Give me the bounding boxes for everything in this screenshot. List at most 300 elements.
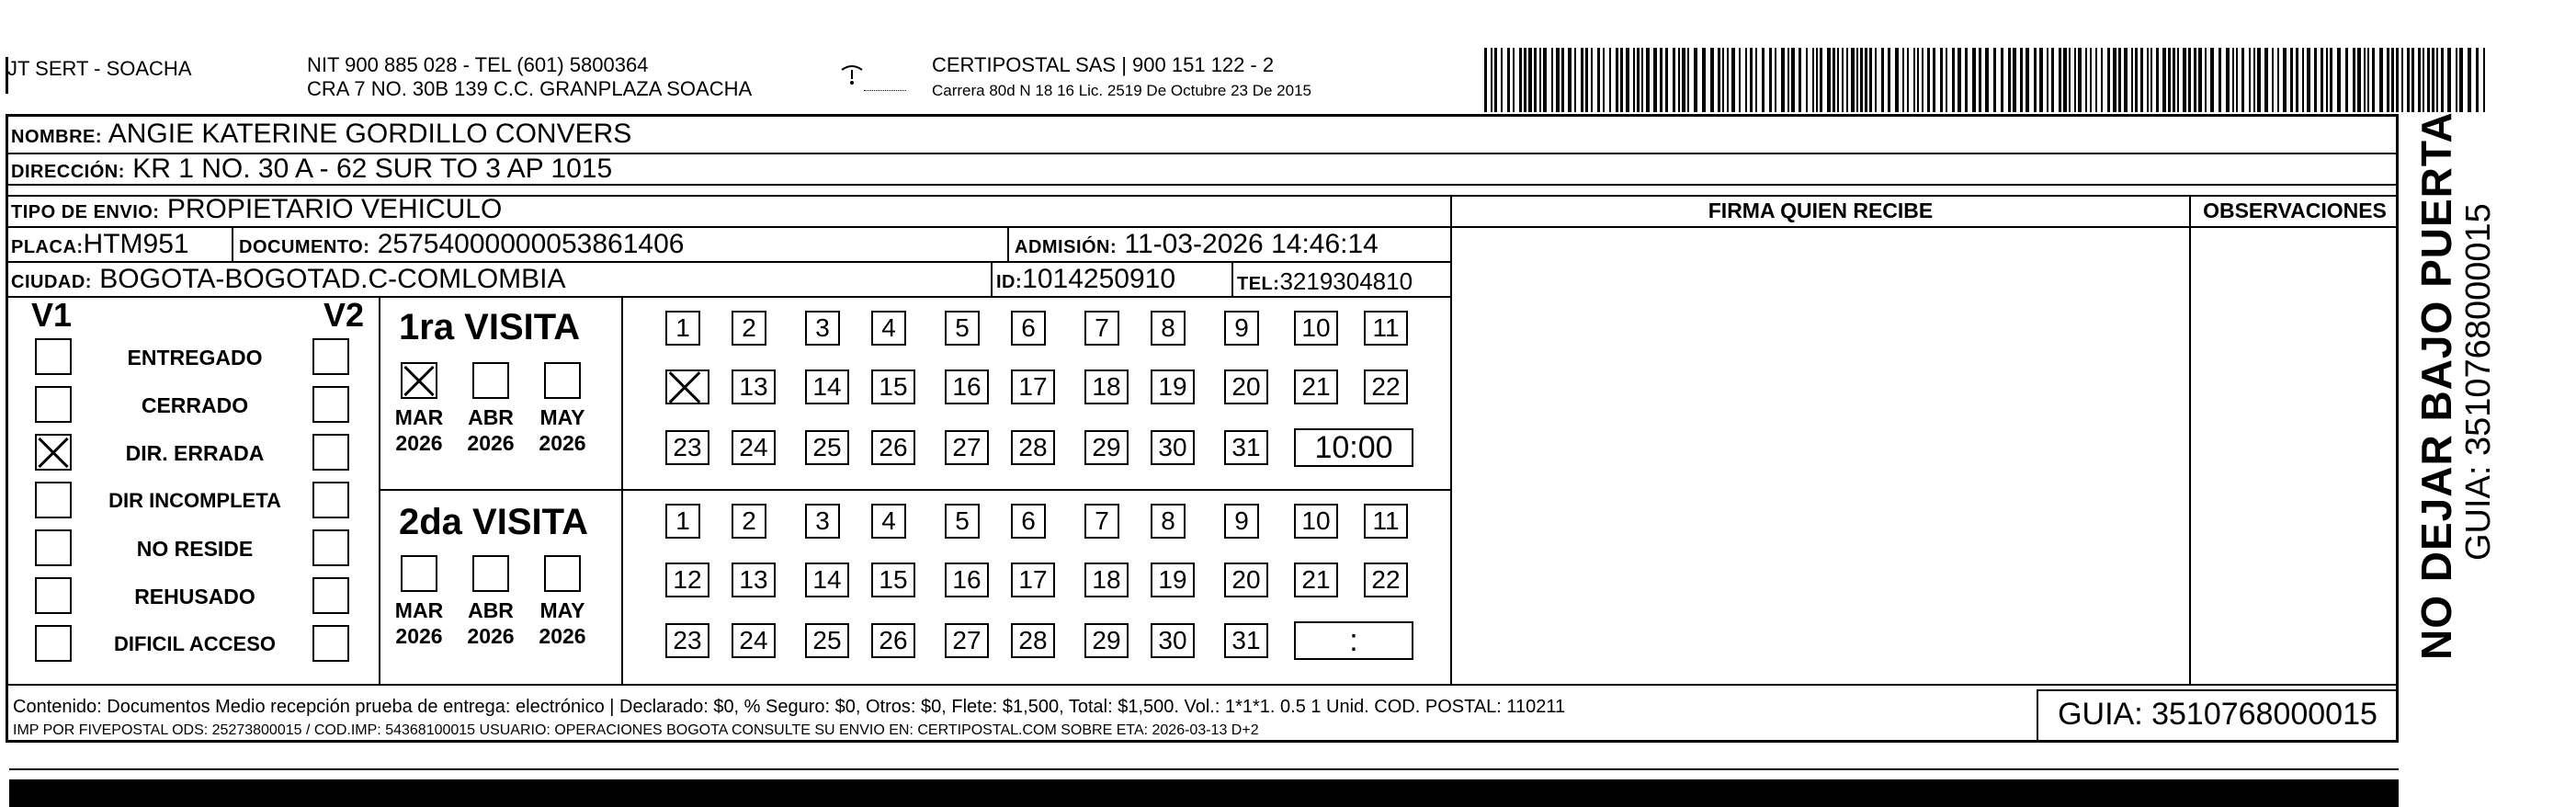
barcode-bar: [2411, 48, 2414, 112]
barcode-bar: [2078, 48, 2082, 112]
barcode-bar: [1585, 48, 1588, 112]
barcode-bar: [1922, 48, 1923, 112]
barcode-bar: [2296, 48, 2298, 112]
v1-checkbox[interactable]: [35, 529, 72, 566]
first-visit-month-checkbox[interactable]: [401, 362, 437, 399]
first-visit-day-26[interactable]: 26: [871, 430, 915, 465]
second-visit-day-26[interactable]: 26: [871, 623, 915, 658]
status-label: DIR INCOMPLETA: [108, 489, 281, 512]
signature-area[interactable]: [1452, 228, 2189, 684]
footer-content: Contenido: Documentos Medio recepción prueba de entrega: electrónico | Declarado: $0, % Seguro: $0, Otros: $0, Flete: $1,500, Total: $1,500. Vol.: 1*1*1. 0.5 1 Unid. COD. POSTAL: 110211: [13, 697, 1566, 717]
first-visit-day-10[interactable]: 10: [1294, 311, 1338, 346]
first-visit-day-22[interactable]: 22: [1364, 369, 1408, 404]
v1-checkbox[interactable]: [35, 482, 72, 518]
barcode-bar: [1660, 48, 1662, 112]
barcode-bar: [1888, 48, 1890, 112]
barcode-bar: [1791, 48, 1795, 112]
barcode-bar: [2367, 48, 2369, 112]
barcode-bar: [2357, 48, 2361, 112]
id-label: ID:: [996, 272, 1023, 292]
barcode-bar: [2210, 48, 2214, 112]
barcode-bar: [1895, 48, 1899, 112]
barcode-bar: [1940, 48, 1943, 112]
second-visit-month-year: 2026: [395, 624, 443, 648]
second-visit-day-5[interactable]: 5: [945, 504, 980, 539]
barcode-bar: [2219, 48, 2221, 112]
admision-value: 11-03-2026 14:46:14: [1124, 229, 1379, 259]
barcode-bar: [1616, 48, 1618, 112]
barcode-bar: [1710, 48, 1714, 112]
barcode-bar: [2476, 48, 2479, 112]
barcode-bar: [2118, 48, 2121, 112]
barcode-bar: [2020, 48, 2023, 112]
second-visit-day-1[interactable]: 1: [665, 504, 700, 539]
barcode-bar: [2302, 48, 2304, 112]
barcode-bar: [1820, 48, 1822, 112]
barcode-bar: [1519, 48, 1522, 112]
barcode-bar: [2283, 48, 2287, 112]
barcode-bar: [1641, 48, 1643, 112]
barcode-bar: [1507, 48, 1510, 112]
barcode-bar: [1739, 48, 1741, 112]
second-visit-day-27[interactable]: 27: [945, 623, 989, 658]
barcode-bar: [2188, 48, 2191, 112]
nombre-label: NOMBRE:: [11, 127, 103, 147]
placa-label: PLACA:: [11, 237, 84, 257]
barcode-bar: [2345, 48, 2348, 112]
barcode-bar: [1665, 48, 1668, 112]
barcode-bar: [1917, 48, 1919, 112]
barcode-bar: [1972, 48, 1976, 112]
second-visit-day-16[interactable]: 16: [945, 563, 989, 597]
v2-checkbox[interactable]: [312, 529, 349, 566]
footer-print-info: IMP POR FIVEPOSTAL ODS: 25273800015 / COD.IMP: 54368100015 USUARIO: OPERACIONES BOGOTA CONSULTE SU ENVIO EN: CERTIPOSTAL.COM SOBRE ETA: 2026-03-13 D+2: [13, 722, 1259, 738]
barcode-bar: [1933, 48, 1935, 112]
first-visit-day-25[interactable]: 25: [805, 430, 849, 465]
barcode-bar: [1856, 48, 1858, 112]
barcode-bar: [1687, 48, 1689, 112]
second-visit-month-caption: [393, 597, 445, 649]
barcode-bar: [1787, 48, 1789, 112]
barcode-bar: [1551, 48, 1553, 112]
first-visit-month-label: MAY: [539, 405, 585, 429]
barcode-bar: [2264, 48, 2268, 112]
barcode-bar: [1633, 48, 1635, 112]
first-visit-month-caption: [537, 404, 588, 456]
nit-line: NIT 900 885 028 - TEL (601) 5800364: [307, 53, 649, 76]
first-visit-day-14[interactable]: 14: [805, 369, 849, 404]
barcode-bar: [2290, 48, 2293, 112]
second-visit-day-23[interactable]: 23: [665, 623, 709, 658]
barcode-bar: [2198, 48, 2202, 112]
barcode-bar: [2337, 48, 2341, 112]
barcode-bar: [2183, 48, 2186, 112]
second-visit-month-checkbox[interactable]: [401, 555, 437, 592]
second-visit-month-year: 2026: [467, 624, 515, 648]
barcode-bar: [1591, 48, 1593, 112]
barcode-bar: [2321, 48, 2323, 112]
barcode-bar: [2314, 48, 2317, 112]
first-visit-month-caption: [393, 404, 445, 456]
second-visit-month-caption: [465, 597, 516, 649]
first-visit-day-19[interactable]: 19: [1151, 369, 1195, 404]
v2-checkbox[interactable]: [312, 386, 349, 423]
second-visit-day-29[interactable]: 29: [1084, 623, 1129, 658]
first-visit-day-20[interactable]: 20: [1224, 369, 1268, 404]
barcode-bar: [1574, 48, 1576, 112]
barcode-bar: [2391, 48, 2394, 112]
barcode-bar: [2396, 48, 2399, 112]
first-visit-day-6[interactable]: 6: [1011, 311, 1046, 346]
second-visit-month-label: MAR: [394, 598, 444, 622]
barcode-bar: [2387, 48, 2389, 112]
second-visit-day-28[interactable]: 28: [1011, 623, 1055, 658]
first-visit-month-year: 2026: [395, 431, 443, 455]
first-visit-day-18[interactable]: 18: [1084, 369, 1129, 404]
barcode-bar: [2150, 48, 2152, 112]
second-visit-day-14[interactable]: 14: [805, 563, 849, 597]
v2-checkbox[interactable]: [312, 482, 349, 518]
first-visit-day-30[interactable]: 30: [1151, 430, 1195, 465]
first-visit-day-1[interactable]: 1: [665, 311, 700, 346]
direccion-label: DIRECCIÓN:: [11, 162, 125, 182]
barcode-bar: [2173, 48, 2175, 112]
second-visit-day-4[interactable]: 4: [871, 504, 906, 539]
placa-value: HTM951: [83, 229, 189, 259]
company-line: CERTIPOSTAL SAS | 900 151 122 - 2: [932, 53, 1275, 76]
v1-checkbox[interactable]: [35, 338, 72, 375]
address-line: CRA 7 NO. 30B 139 C.C. GRANPLAZA SOACHA: [307, 77, 753, 100]
barcode-bar: [1491, 48, 1492, 112]
barcode-bar: [2372, 48, 2375, 112]
first-visit-day-11[interactable]: 11: [1364, 311, 1408, 346]
barcode-bar: [2364, 48, 2366, 112]
first-visit-month-checkbox[interactable]: [472, 362, 509, 399]
firma-header: FIRMA QUIEN RECIBE: [1708, 199, 1934, 222]
barcode-bar: [1609, 48, 1611, 112]
barcode-bar: [1952, 48, 1955, 112]
first-visit-month-caption: [465, 404, 516, 456]
direccion-value: KR 1 NO. 30 A - 62 SUR TO 3 AP 1015: [132, 153, 613, 184]
barcode-bar: [1501, 48, 1503, 112]
barcode-bar: [1769, 48, 1772, 112]
barcode-bar: [1902, 48, 1904, 112]
v1-checkbox[interactable]: [35, 625, 72, 662]
barcode-bar: [2168, 48, 2171, 112]
barcode-bar: [2001, 48, 2003, 112]
barcode-bar: [2063, 48, 2067, 112]
second-visit-month-caption: [537, 597, 588, 649]
barcode-bar: [1484, 48, 1487, 112]
barcode-bar: [1827, 48, 1831, 112]
barcode-bar: [2085, 48, 2087, 112]
first-visit-day-13[interactable]: 13: [732, 369, 776, 404]
first-visit-day-31[interactable]: 31: [1224, 430, 1268, 465]
barcode-bar: [2131, 48, 2133, 112]
barcode-bar: [2447, 48, 2451, 112]
admision-label: ADMISIÓN:: [1015, 237, 1118, 257]
side-guia: GUIA: 3510768000015: [2459, 203, 2498, 561]
status-label: NO RESIDE: [136, 537, 254, 561]
second-visit-day-12[interactable]: 12: [665, 563, 709, 597]
barcode-bar: [2059, 48, 2061, 112]
barcode-bar: [1620, 48, 1623, 112]
first-visit-day-12[interactable]: [665, 369, 709, 404]
barcode-bar: [2401, 48, 2403, 112]
second-visit-day-17[interactable]: 17: [1011, 563, 1055, 597]
barcode-bar: [1556, 48, 1560, 112]
barcode-bar: [1597, 48, 1600, 112]
second-visit-day-9[interactable]: 9: [1224, 504, 1259, 539]
barcode-bar: [1702, 48, 1706, 112]
second-visit-day-11[interactable]: 11: [1364, 504, 1408, 539]
observaciones-header: OBSERVACIONES: [2203, 199, 2387, 222]
v2-label: V2: [323, 296, 365, 334]
barcode-bar: [2095, 48, 2097, 112]
barcode-bar: [2124, 48, 2128, 112]
barcode-bar: [1927, 48, 1930, 112]
barcode-bar: [2379, 48, 2383, 112]
barcode-bar: [1646, 48, 1650, 112]
barcode-bar: [1985, 48, 1989, 112]
second-visit-day-22[interactable]: 22: [1364, 563, 1408, 597]
barcode-bar: [1837, 48, 1839, 112]
v2-checkbox[interactable]: [312, 577, 349, 614]
barcode-bar: [2074, 48, 2076, 112]
v2-checkbox[interactable]: [312, 338, 349, 375]
first-visit-day-23[interactable]: 23: [665, 430, 709, 465]
second-visit-day-2[interactable]: 2: [732, 504, 766, 539]
second-visit-time-field[interactable]: :: [1294, 621, 1413, 660]
v2-checkbox[interactable]: [312, 625, 349, 662]
barcode-bar: [1965, 48, 1968, 112]
barcode-bar: [2051, 48, 2054, 112]
barcode-bar: [2232, 48, 2234, 112]
barcode-bar: [2326, 48, 2328, 112]
barcode-bar: [2456, 48, 2457, 112]
first-visit-month-year: 2026: [467, 431, 515, 455]
barcode-bar: [2026, 48, 2029, 112]
first-visit-month-year: 2026: [539, 431, 586, 455]
barcode-bar: [2432, 48, 2434, 112]
barcode-bar: [1775, 48, 1776, 112]
second-visit-day-30[interactable]: 30: [1151, 623, 1195, 658]
barcode-bar: [2008, 48, 2011, 112]
first-visit-month-label: ABR: [468, 405, 514, 429]
v2-checkbox[interactable]: [312, 434, 349, 471]
first-visit-day-28[interactable]: 28: [1011, 430, 1055, 465]
second-visit-month-label: MAY: [539, 598, 585, 622]
barcode-bar: [1718, 48, 1720, 112]
second-visit-day-7[interactable]: 7: [1084, 504, 1119, 539]
v1-label: V1: [31, 296, 73, 334]
barcode-bar: [1907, 48, 1909, 112]
first-visit-day-16[interactable]: 16: [945, 369, 989, 404]
bottom-rule: [9, 768, 2399, 770]
barcode-bar: [1846, 48, 1848, 112]
second-visit-day-13[interactable]: 13: [732, 563, 776, 597]
first-visit-day-21[interactable]: 21: [1294, 369, 1338, 404]
barcode-bar: [2090, 48, 2092, 112]
barcode-bar: [1637, 48, 1640, 112]
barcode-bar: [2147, 48, 2149, 112]
barcode-bar: [2307, 48, 2310, 112]
first-visit-day-7[interactable]: 7: [1084, 311, 1119, 346]
second-visit-day-15[interactable]: 15: [871, 563, 915, 597]
barcode-bar: [2459, 48, 2463, 112]
tel-value: 3219304810: [1279, 267, 1413, 295]
barcode-bar: [1673, 48, 1675, 112]
status-label: CERRADO: [141, 393, 249, 417]
barcode-bar: [1946, 48, 1947, 112]
barcode-bar: [1539, 48, 1541, 112]
tipo-label: TIPO DE ENVIO:: [11, 202, 160, 222]
second-visit-day-25[interactable]: 25: [805, 623, 849, 658]
barcode-bar: [1603, 48, 1605, 112]
barcode-bar: [1524, 48, 1526, 112]
barcode-bar: [1722, 48, 1724, 112]
barcode-bar: [1816, 48, 1818, 112]
barcode-bar: [2140, 48, 2143, 112]
second-visit-day-31[interactable]: 31: [1224, 623, 1268, 658]
first-visit-day-8[interactable]: 8: [1151, 311, 1186, 346]
barcode-bar: [2226, 48, 2230, 112]
barcode-bar: [1833, 48, 1835, 112]
barcode-bar: [1913, 48, 1915, 112]
second-visit-day-18[interactable]: 18: [1084, 563, 1129, 597]
barcode-bar: [2272, 48, 2274, 112]
ciudad-value: BOGOTA-BOGOTAD.C-COMLOMBIA: [99, 264, 566, 294]
barcode-bar: [1727, 48, 1729, 112]
barcode-bar: [1731, 48, 1735, 112]
first-visit-day-15[interactable]: 15: [871, 369, 915, 404]
barcode-bar: [1799, 48, 1801, 112]
first-visit-day-4[interactable]: 4: [871, 311, 906, 346]
barcode-bar: [2013, 48, 2016, 112]
barcode-bar: [2101, 48, 2103, 112]
barcode-bar: [1842, 48, 1844, 112]
barcode-bar: [1979, 48, 1981, 112]
barcode-bar: [2162, 48, 2166, 112]
first-visit-day-24[interactable]: 24: [732, 430, 776, 465]
barcode-bar: [1678, 48, 1680, 112]
barcode-bar: [1875, 48, 1877, 112]
barcode-bar: [1781, 48, 1785, 112]
barcode-bar: [1581, 48, 1583, 112]
second-visit-day-20[interactable]: 20: [1224, 563, 1268, 597]
logo-caption: [864, 90, 906, 98]
first-visit-day-5[interactable]: 5: [945, 311, 980, 346]
second-visit-day-8[interactable]: 8: [1151, 504, 1186, 539]
barcode-bar: [1494, 48, 1497, 112]
second-visit-month-checkbox[interactable]: [472, 555, 509, 592]
v1-checkbox[interactable]: [35, 386, 72, 423]
license-line: Carrera 80d N 18 16 Lic. 2519 De Octubre 23 De 2015: [932, 82, 1311, 99]
second-visit-day-3[interactable]: 3: [805, 504, 840, 539]
first-visit-day-27[interactable]: 27: [945, 430, 989, 465]
observations-area[interactable]: [2191, 228, 2399, 684]
second-visit-day-19[interactable]: 19: [1151, 563, 1195, 597]
office-name: JT SERT - SOACHA: [7, 57, 192, 80]
second-visit-day-21[interactable]: 21: [1294, 563, 1338, 597]
first-visit-month-checkbox[interactable]: [544, 362, 581, 399]
barcode-bar: [2156, 48, 2159, 112]
barcode: [1484, 48, 2491, 112]
first-visit-day-3[interactable]: 3: [805, 311, 840, 346]
barcode-bar: [1881, 48, 1884, 112]
barcode-bar: [1755, 48, 1757, 112]
second-visit-month-label: ABR: [468, 598, 514, 622]
tipo-value: PROPIETARIO VEHICULO: [166, 194, 503, 224]
status-label: DIFICIL ACCESO: [113, 632, 276, 655]
first-visit-time-field[interactable]: 10:00: [1294, 428, 1413, 467]
barcode-bar: [1860, 48, 1863, 112]
barcode-bar: [2069, 48, 2071, 112]
barcode-bar: [1568, 48, 1572, 112]
first-visit-day-29[interactable]: 29: [1084, 430, 1129, 465]
barcode-bar: [1806, 48, 1808, 112]
barcode-bar: [1513, 48, 1515, 112]
barcode-bar: [2277, 48, 2279, 112]
barcode-bar: [1528, 48, 1532, 112]
barcode-bar: [2427, 48, 2430, 112]
barcode-bar: [1851, 48, 1855, 112]
first-visit-day-9[interactable]: 9: [1224, 311, 1259, 346]
barcode-bar: [2253, 48, 2255, 112]
bottom-band: [9, 779, 2399, 807]
barcode-bar: [2113, 48, 2116, 112]
first-visit-month-label: MAR: [394, 405, 444, 429]
tel-label: TEL:: [1237, 274, 1280, 294]
barcode-bar: [2194, 48, 2196, 112]
v1-checkbox[interactable]: [35, 434, 72, 471]
barcode-bar: [2249, 48, 2251, 112]
barcode-bar: [2407, 48, 2410, 112]
second-visit-month-checkbox[interactable]: [544, 555, 581, 592]
barcode-bar: [2330, 48, 2332, 112]
barcode-bar: [2483, 48, 2485, 112]
first-visit-day-17[interactable]: 17: [1011, 369, 1055, 404]
barcode-bar: [2107, 48, 2110, 112]
barcode-bar: [2436, 48, 2438, 112]
footer-guia: GUIA: 3510768000015: [2058, 697, 2377, 732]
ciudad-label: CIUDAD:: [11, 272, 92, 292]
barcode-bar: [2241, 48, 2244, 112]
second-visit-month-year: 2026: [539, 624, 586, 648]
second-visit-day-24[interactable]: 24: [732, 623, 776, 658]
barcode-bar: [2205, 48, 2207, 112]
nombre-value: ANGIE KATERINE GORDILLO CONVERS: [108, 119, 632, 149]
second-visit-day-10[interactable]: 10: [1294, 504, 1338, 539]
barcode-bar: [2039, 48, 2043, 112]
barcode-bar: [1682, 48, 1685, 112]
barcode-bar: [2047, 48, 2048, 112]
barcode-bar: [1869, 48, 1872, 112]
v1-checkbox[interactable]: [35, 577, 72, 614]
second-visit-day-6[interactable]: 6: [1011, 504, 1046, 539]
status-label: ENTREGADO: [127, 346, 263, 369]
first-visit-day-2[interactable]: 2: [732, 311, 766, 346]
barcode-bar: [2468, 48, 2471, 112]
barcode-bar: [1958, 48, 1961, 112]
barcode-bar: [2177, 48, 2179, 112]
first-visit-title: 1ra VISITA: [399, 307, 581, 347]
barcode-bar: [1653, 48, 1657, 112]
side-warning: NO DEJAR BAJO PUERTA: [2412, 111, 2460, 660]
documento-value: 25754000000053861406: [377, 229, 685, 259]
barcode-bar: [2034, 48, 2037, 112]
id-value: 1014250910: [1022, 264, 1176, 294]
